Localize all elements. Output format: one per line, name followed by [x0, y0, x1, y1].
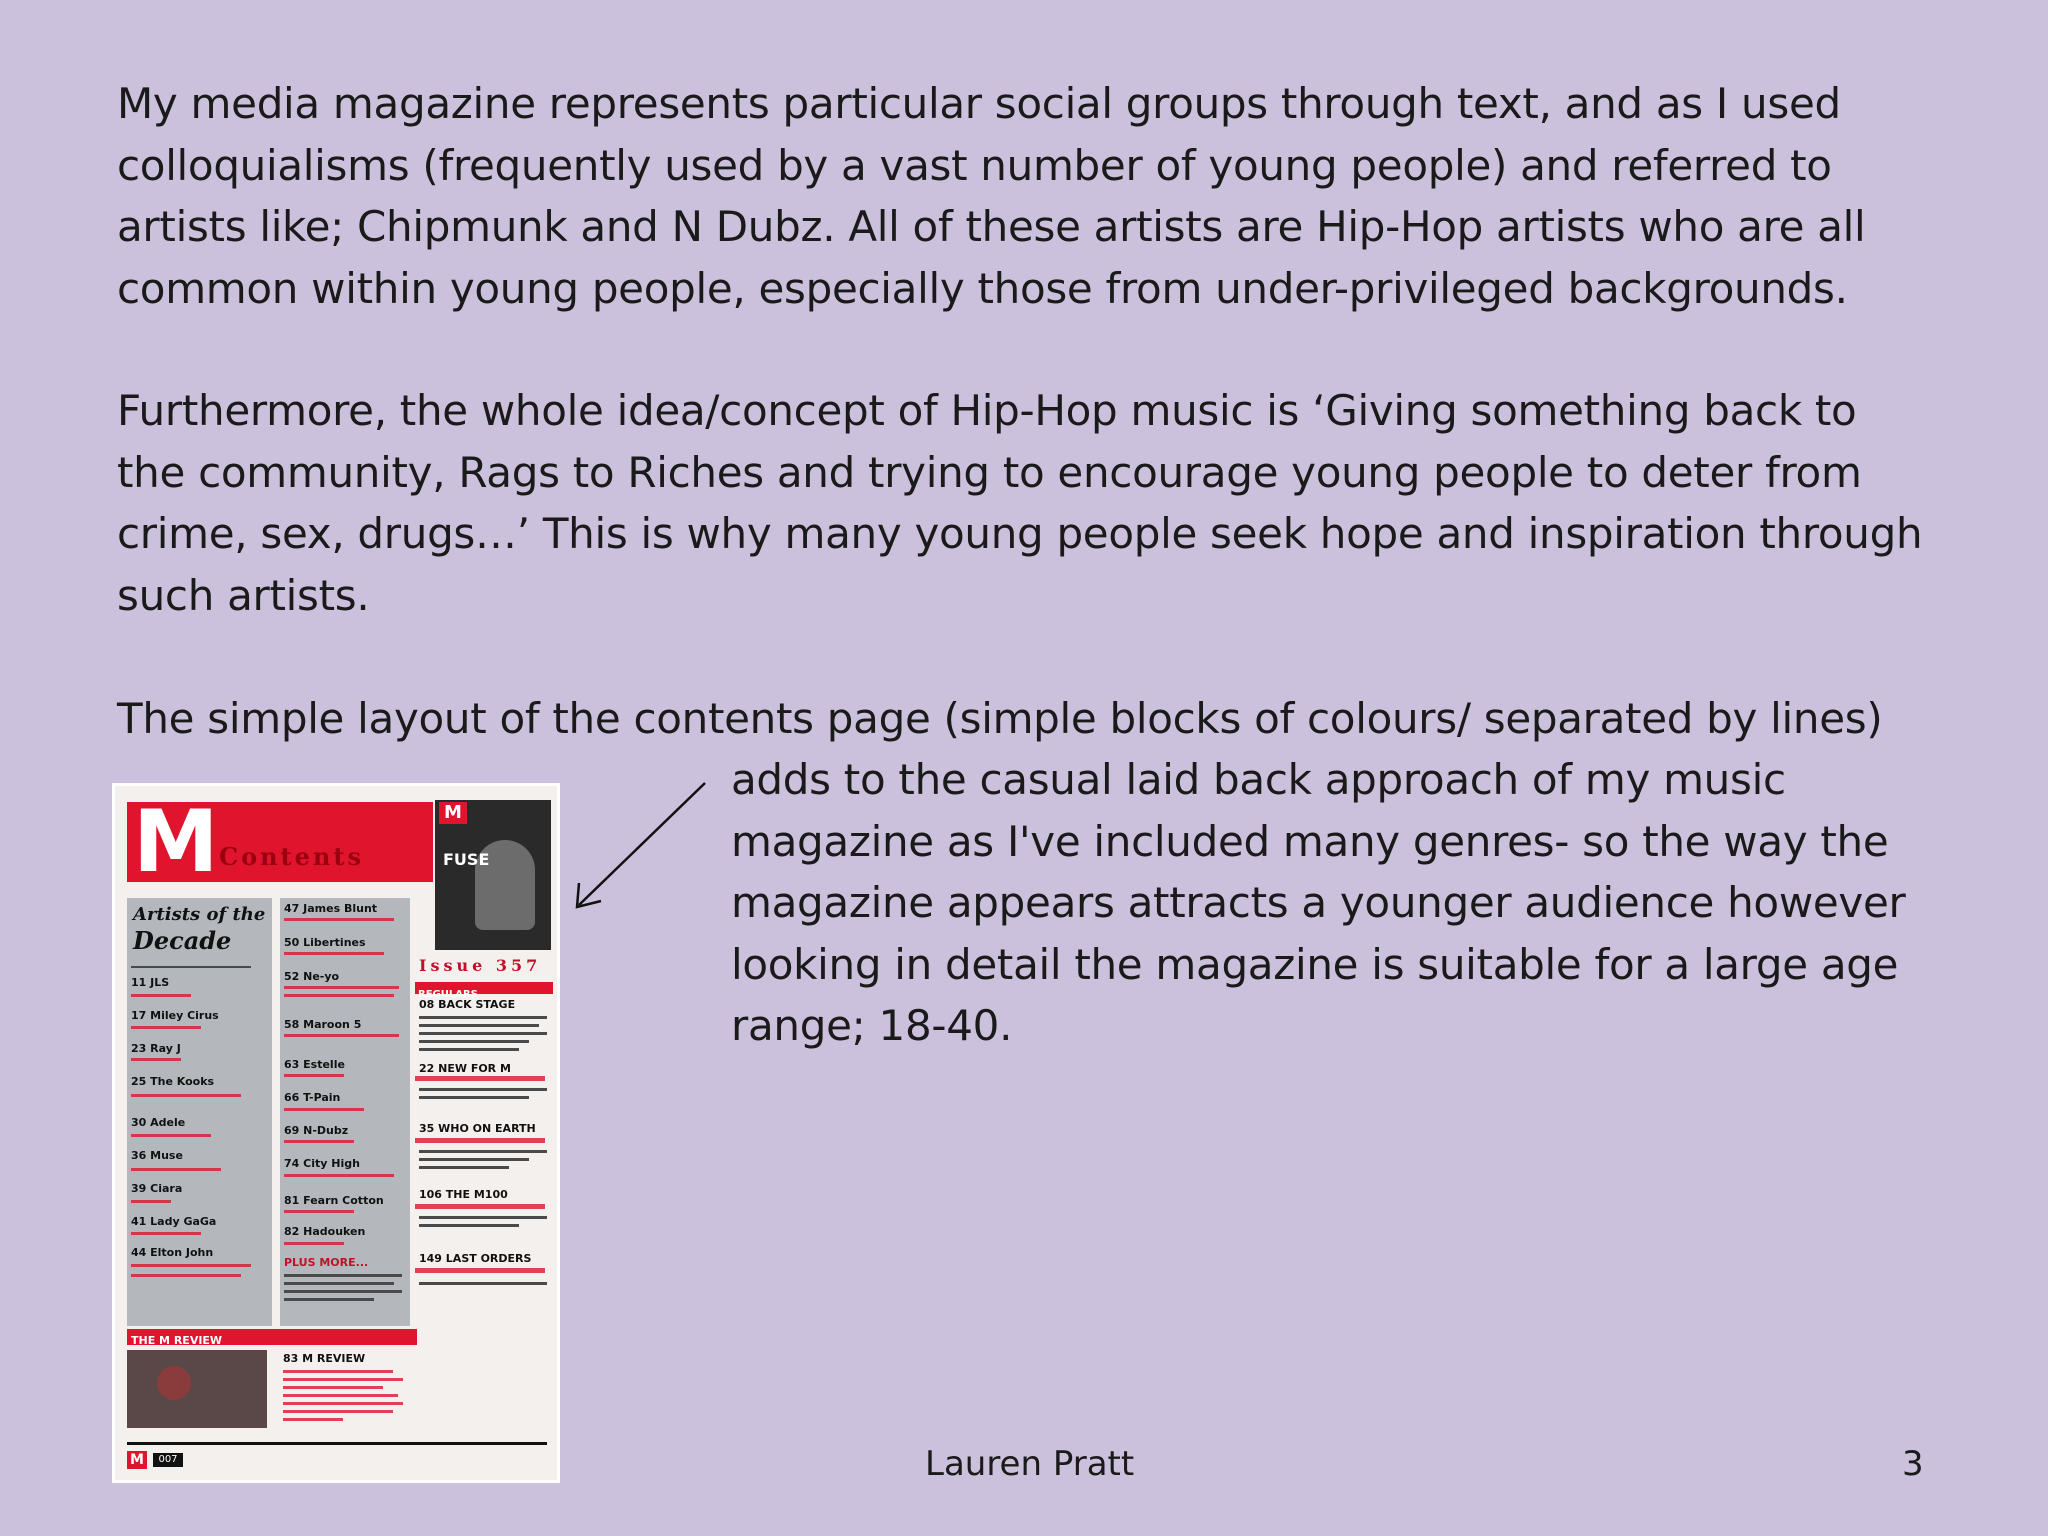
text-line: My media magazine represents particular social groups through text, and as I used: [117, 79, 1841, 128]
text-line: Furthermore, the whole idea/concept of Hip-Hop music is ‘Giving something back to: [117, 386, 1857, 435]
list-item: 11 JLS: [131, 976, 170, 989]
issue-number: Issue 357: [419, 956, 542, 975]
list-item: 25 The Kooks: [131, 1075, 215, 1088]
review-photo: [127, 1350, 267, 1428]
text-line: such artists.: [117, 570, 370, 620]
list-item: 39 Ciara: [131, 1182, 183, 1195]
list-item: 58 Maroon 5: [284, 1018, 362, 1031]
text-line: artists like; Chipmunk and N Dubz. All of these artists are Hip-Hop artists who are all: [117, 202, 1866, 251]
magazine-contents-heading: Contents: [219, 842, 364, 871]
list-item: 106 THE M100: [419, 1188, 508, 1201]
magazine-column-artists: [127, 898, 272, 1326]
list-item: 35 WHO ON EARTH: [419, 1122, 536, 1135]
review-item: 83 M REVIEW: [283, 1352, 366, 1365]
list-item: 149 LAST ORDERS: [419, 1252, 532, 1265]
cover-logo: M: [439, 802, 467, 824]
page-number: 3: [1902, 1444, 1924, 1484]
list-item: 41 Lady GaGa: [131, 1215, 217, 1228]
paragraph-layout-rest: [731, 749, 1931, 1057]
regulars-label: REGULARS: [418, 989, 478, 1000]
list-item: 66 T-Pain: [284, 1091, 341, 1104]
text-line: the community, Rags to Riches and trying to encourage young people to deter from: [117, 447, 1862, 497]
list-item: 52 Ne-yo: [284, 970, 340, 983]
list-item: 30 Adele: [131, 1116, 186, 1129]
text-line: adds to the casual laid back approach of my music: [731, 755, 1786, 804]
list-item: 63 Estelle: [284, 1058, 345, 1071]
list-item: 74 City High: [284, 1157, 360, 1170]
magazine-column-artists-2: [280, 898, 410, 1326]
footer-issue: 007: [153, 1453, 183, 1467]
magazine-header-bar: [127, 792, 433, 892]
paragraph-hip-hop: [117, 380, 1967, 626]
magazine-column-regulars: [415, 954, 553, 1326]
magazine-contents-thumbnail: [112, 783, 560, 1483]
pointer-arrow-icon: [565, 775, 715, 915]
list-item: 23 Ray J: [131, 1042, 181, 1055]
footer-author: Lauren Pratt: [925, 1444, 1135, 1484]
paragraph-layout-first-line: [117, 688, 1967, 750]
magazine-logo: M: [133, 792, 219, 892]
list-item: 69 N-Dubz: [284, 1124, 349, 1137]
cover-title: FUSE: [443, 850, 490, 869]
regulars-bar: [415, 982, 553, 1000]
text-line: looking in detail the magazine is suitable for a large age: [731, 939, 1899, 989]
list-item: 44 Elton John: [131, 1246, 214, 1259]
list-item: PLUS MORE...: [284, 1256, 369, 1269]
paragraph-social-groups: [117, 73, 1967, 319]
review-bar: [127, 1329, 417, 1345]
text-line: magazine as I've included many genres- so the way the: [731, 816, 1889, 866]
review-bar-label: THE M REVIEW: [131, 1334, 223, 1347]
text-line: The simple layout of the contents page (simple blocks of colours/ separated by lines): [117, 694, 1883, 743]
footer-logo: M: [127, 1451, 147, 1469]
text-line: colloquialisms (frequently used by a vast number of young people) and referred to: [117, 140, 1832, 190]
text-line: magazine appears attracts a younger audience however: [731, 878, 1906, 927]
list-item: 82 Hadouken: [284, 1225, 366, 1238]
text-line: range; 18-40.: [731, 1001, 1013, 1050]
list-item: 22 NEW FOR M: [419, 1062, 511, 1075]
list-item: 08 BACK STAGE: [419, 998, 516, 1011]
text-line: common within young people, especially those from under-privileged backgrounds.: [117, 263, 1848, 313]
text-line: crime, sex, drugs…’ This is why many young people seek hope and inspiration through: [117, 509, 1923, 558]
list-item: 17 Miley Cirus: [131, 1009, 219, 1022]
feature-title: [133, 902, 265, 954]
feature-title-line: Decade: [133, 926, 232, 955]
magazine-footer: [127, 1442, 547, 1471]
magazine-cover-image: [435, 800, 551, 950]
list-item: 50 Libertines: [284, 936, 366, 949]
list-item: 47 James Blunt: [284, 902, 378, 915]
list-item: 36 Muse: [131, 1149, 183, 1162]
feature-title-line: Artists of the: [133, 904, 266, 925]
list-item: 81 Fearn Cotton: [284, 1194, 384, 1207]
